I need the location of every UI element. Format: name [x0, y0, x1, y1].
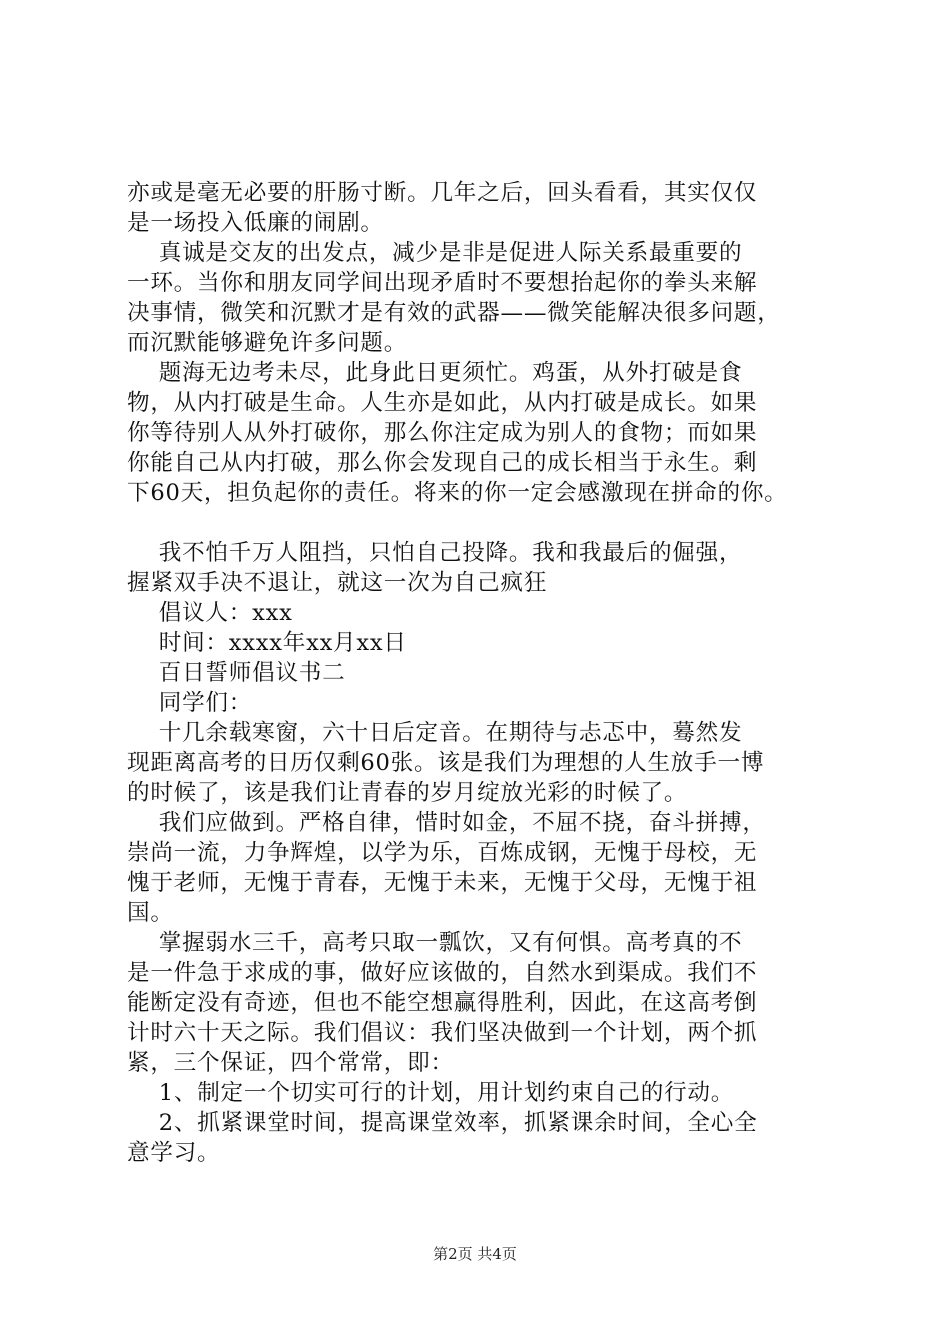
text-line: 掌握弱水三千，高考只取一瓢饮，又有何惧。高考真的不	[127, 930, 743, 956]
text-line: 是一件急于求成的事，做好应该做的，自然水到渠成。我们不	[127, 960, 758, 986]
text-line: 现距离高考的日历仅剩60张。该是我们为理想的人生放手一博	[127, 750, 765, 776]
text-line: 物，从内打破是生命。人生亦是如此，从内打破是成长。如果	[127, 390, 758, 416]
text-line: 是一场投入低廉的闹剧。	[127, 210, 384, 236]
text-line: 决事情，微笑和沉默才是有效的武器——微笑能解决很多问题，	[127, 300, 781, 326]
text-line: 愧于老师，无愧于青春，无愧于未来，无愧于父母，无愧于祖	[127, 870, 758, 896]
text-line: 国。	[127, 900, 174, 926]
text-line: 而沉默能够避免许多问题。	[127, 330, 408, 356]
text-line: 真诚是交友的出发点，减少是非是促进人际关系最重要的	[127, 240, 743, 266]
text-line: 时间：xxxx年xx月xx日	[127, 630, 407, 656]
text-line: 握紧双手决不退让，就这一次为自己疯狂	[127, 570, 548, 596]
text-line: 十几余载寒窗，六十日后定音。在期待与忐忑中，蓦然发	[127, 720, 743, 746]
text-line: 你等待别人从外打破你，那么你注定成为别人的食物；而如果	[127, 420, 758, 446]
text-line: 崇尚一流，力争辉煌，以学为乐，百炼成钢，无愧于母校，无	[127, 840, 758, 866]
text-line: 你能自己从内打破，那么你会发现自己的成长相当于永生。剩	[127, 450, 758, 476]
text-line: 紧，三个保证，四个常常，即：	[127, 1050, 454, 1076]
text-line: 计时六十天之际。我们倡议：我们坚决做到一个计划，两个抓	[127, 1020, 758, 1046]
text-line: 下60天，担负起你的责任。将来的你一定会感激现在拼命的你。	[127, 480, 788, 506]
text-line: 同学们：	[127, 690, 253, 716]
text-line: 2、抓紧课堂时间，提高课堂效率，抓紧课余时间，全心全	[127, 1110, 758, 1136]
text-line: 一环。当你和朋友同学间出现矛盾时不要想抬起你的拳头来解	[127, 270, 758, 296]
text-line: 题海无边考未尽，此身此日更须忙。鸡蛋，从外打破是食	[127, 360, 743, 386]
text-line: 1、制定一个切实可行的计划，用计划约束自己的行动。	[127, 1080, 735, 1106]
text-line: 意学习。	[127, 1140, 221, 1166]
text-line: 百日誓师倡议书二	[127, 660, 346, 686]
text-line: 亦或是毫无必要的肝肠寸断。几年之后，回头看看，其实仅仅	[127, 180, 758, 206]
text-line: 我不怕千万人阻挡，只怕自己投降。我和我最后的倔强，	[127, 540, 743, 566]
text-line: 我们应做到。严格自律，惜时如金，不屈不挠，奋斗拼搏，	[127, 810, 766, 836]
page-footer: 第2页 共4页	[433, 1245, 517, 1263]
text-line: 能断定没有奇迹，但也不能空想赢得胜利，因此，在这高考倒	[127, 990, 758, 1016]
text-line: 的时候了，该是我们让青春的岁月绽放光彩的时候了。	[127, 780, 688, 806]
text-line: 倡议人：xxx	[127, 600, 293, 626]
